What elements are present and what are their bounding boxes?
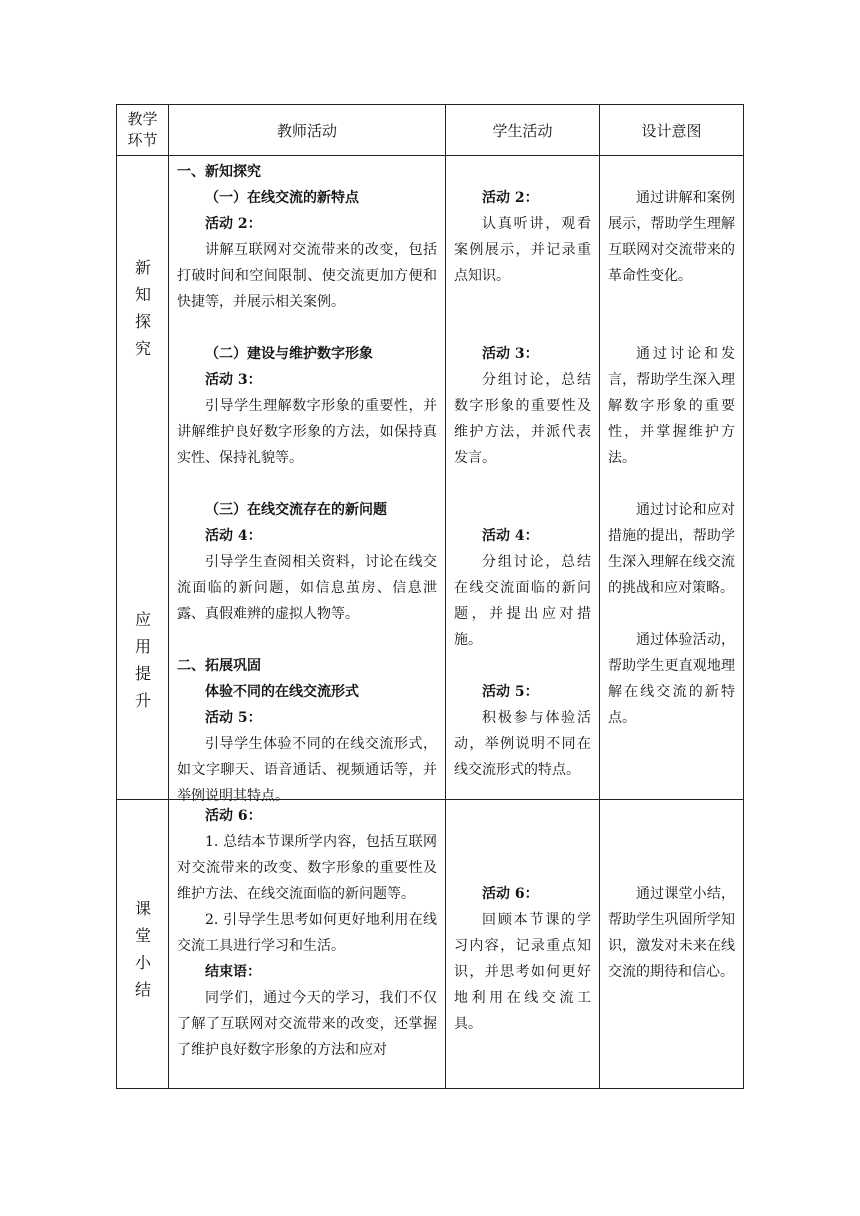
subsection-title: （二）建设与维护数字形象	[205, 346, 373, 362]
activity-text: 引导学生查阅相关资料，讨论在线交流面临的新问题，如信息茧房、信息泄露、真假难辨的虚拟人物等。	[177, 554, 437, 622]
closing-label: 结束语：	[205, 964, 261, 980]
activity-text: 认真听讲，观看案例展示，并记录重点知识。	[454, 216, 591, 284]
lesson-plan-table	[116, 104, 744, 1089]
intent-text: 通过讲解和案例展示，帮助学生理解互联网对交流带来的革命性变化。	[608, 190, 735, 284]
header-teacher: 教师活动	[169, 105, 446, 156]
activity-label: 活动 4：	[482, 528, 539, 544]
stage-char: 究	[134, 339, 151, 358]
header-student: 学生活动	[446, 105, 600, 156]
stage-char: 小	[134, 953, 151, 972]
intent-text: 通过课堂小结，帮助学生巩固所学知识，激发对未来在线交流的期待和信心。	[608, 886, 735, 980]
closing-text: 同学们，通过今天的学习，我们不仅了解了互联网对交流带来的改变，还掌握了维护良好数字形象的方法和应对	[177, 990, 437, 1058]
section-title: 二、拓展巩固	[177, 658, 261, 674]
header-intent: 设计意图	[600, 105, 744, 156]
stage-label-apply	[117, 606, 169, 714]
section-title: 一、新知探究	[177, 164, 261, 180]
stage-char: 新	[134, 258, 151, 277]
stage-char: 提	[134, 664, 151, 683]
intent-text: 通过讨论和应对措施的提出，帮助学生深入理解在线交流的挑战和应对策略。	[608, 502, 735, 596]
subsection-title: （一）在线交流的新特点	[205, 190, 359, 206]
activity-text: 分组讨论，总结在线交流面临的新问题，并提出应对措施。	[454, 554, 591, 648]
stage-char: 知	[134, 285, 151, 304]
subsection-title: （三）在线交流存在的新问题	[205, 502, 387, 518]
intent-cell-2	[600, 800, 744, 1089]
stage-label-explore	[117, 254, 169, 362]
student-cell-2	[446, 800, 600, 1089]
intent-text: 通过讨论和发言，帮助学生深入理解数字形象的重要性，并掌握维护方法。	[608, 346, 735, 466]
activity-label: 活动 2：	[482, 190, 539, 206]
stage-label-summary	[117, 895, 169, 1003]
activity-text: 引导学生理解数字形象的重要性，并讲解维护良好数字形象的方法，如保持真实性、保持礼貌等。	[177, 398, 437, 466]
activity-label: 活动 6：	[205, 808, 262, 824]
table-row	[117, 800, 744, 1089]
teacher-cell-2	[169, 800, 446, 1089]
stage-char: 应	[134, 610, 151, 629]
stage-cell-summary	[117, 800, 169, 1089]
summary-item: 1. 总结本节课所学内容，包括互联网对交流带来的改变、数字形象的重要性及维护方法、在线交流面临的新问题等。	[177, 834, 437, 902]
student-cell-1	[446, 156, 600, 800]
stage-char: 用	[134, 637, 151, 656]
activity-label: 活动 3：	[205, 372, 262, 388]
header-stage	[117, 105, 169, 156]
intent-cell-1	[600, 156, 744, 800]
stage-cell-explore-apply	[117, 156, 169, 800]
activity-label: 活动 2：	[205, 216, 262, 232]
activity-label: 活动 5：	[482, 684, 539, 700]
header-row	[117, 105, 744, 156]
activity-text: 引导学生体验不同的在线交流形式，如文字聊天、语音通话、视频通话等，并举例说明其特点。	[177, 736, 437, 804]
activity-label: 活动 4：	[205, 528, 262, 544]
summary-item: 2. 引导学生思考如何更好地利用在线交流工具进行学习和生活。	[177, 912, 437, 954]
activity-text: 讲解互联网对交流带来的改变，包括打破时间和空间限制、使交流更加方便和快捷等，并展示相关案例。	[177, 242, 437, 310]
subsection-title: 体验不同的在线交流形式	[205, 684, 359, 700]
activity-text: 积极参与体验活动，举例说明不同在线交流形式的特点。	[454, 710, 591, 778]
activity-label: 活动 3：	[482, 346, 539, 362]
stage-char: 探	[134, 312, 151, 331]
stage-char: 课	[134, 899, 151, 918]
intent-text: 通过体验活动，帮助学生更直观地理解在线交流的新特点。	[608, 632, 735, 726]
activity-label: 活动 5：	[205, 710, 262, 726]
activity-label: 活动 6：	[482, 886, 539, 902]
header-stage-line1: 教学	[127, 110, 158, 128]
activity-text: 回顾本节课的学习内容，记录重点知识，并思考如何更好地利用在线交流工具。	[454, 912, 591, 1032]
teacher-cell-1	[169, 156, 446, 804]
stage-char: 堂	[134, 926, 151, 945]
table-row	[117, 156, 744, 800]
activity-text: 分组讨论，总结数字形象的重要性及维护方法，并派代表发言。	[454, 372, 591, 466]
header-stage-line2: 环节	[127, 131, 158, 149]
stage-char: 升	[134, 691, 151, 710]
stage-char: 结	[134, 980, 151, 999]
